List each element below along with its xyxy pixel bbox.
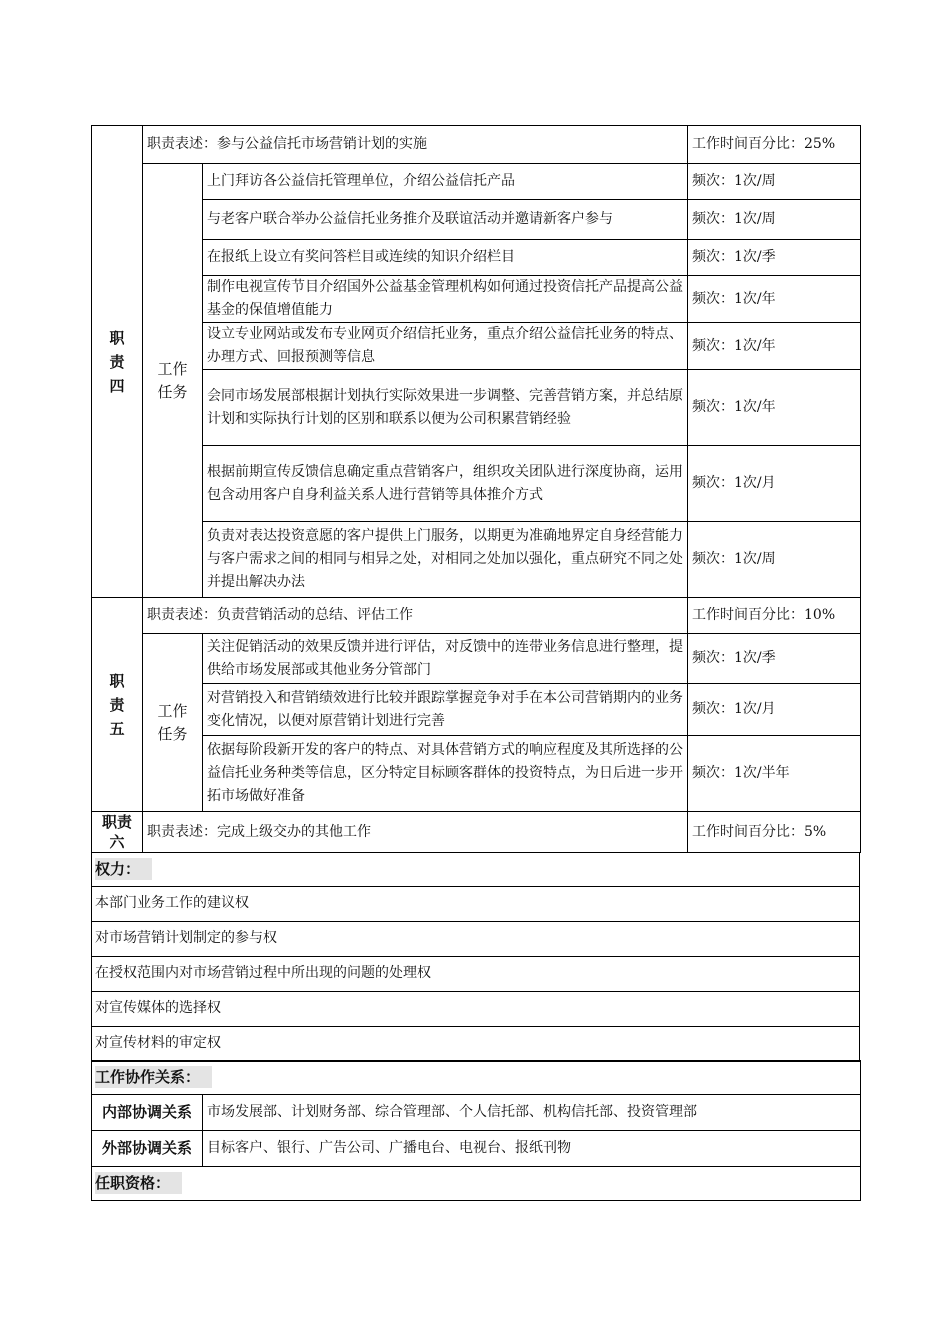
- qualification-heading: 任职资格：: [92, 1167, 861, 1201]
- task-row: [92, 323, 861, 370]
- task-row: [92, 240, 861, 276]
- task-frequency: 频次：1次/年: [688, 323, 861, 370]
- duty-six-statement: 职责表述：完成上级交办的其他工作: [143, 812, 688, 853]
- task-frequency: 频次：1次/季: [688, 634, 861, 684]
- internal-relations-value: 市场发展部、计划财务部、综合管理部、个人信托部、机构信托部、投资管理部: [203, 1095, 861, 1131]
- duty-six-time-percent: 工作时间百分比：5%: [688, 812, 861, 853]
- relations-table: [91, 1060, 861, 1201]
- task-row: [92, 684, 861, 736]
- task-description: 上门拜访各公益信托管理单位，介绍公益信托产品: [203, 164, 688, 200]
- power-item: 本部门业务工作的建议权: [92, 886, 860, 921]
- duty-five-section: [92, 598, 861, 812]
- powers-heading: 权力：: [92, 852, 860, 886]
- task-row: [92, 370, 861, 446]
- task-description: 依据每阶段新开发的客户的特点、对具体营销方式的响应程度及其所选择的公益信托业务种类等信息，区分特定目标顾客群体的投资特点，为日后进一步开拓市场做好准备: [203, 736, 688, 812]
- duties-table: [91, 125, 861, 853]
- powers-table: [91, 852, 860, 1062]
- task-frequency: 频次：1次/月: [688, 684, 861, 736]
- task-description: 制作电视宣传节目介绍国外公益基金管理机构如何通过投资信托产品提高公益基金的保值增值能力: [203, 276, 688, 323]
- duty-four-time-percent: 工作时间百分比：25%: [688, 126, 861, 164]
- task-frequency: 频次：1次/年: [688, 276, 861, 323]
- task-description: 负责对表达投资意愿的客户提供上门服务，以期更为准确地界定自身经营能力与客户需求之间的相同与相异之处，对相同之处加以强化，重点研究不同之处并提出解决办法: [203, 522, 688, 598]
- duty-five-statement: 职责表述：负责营销活动的总结、评估工作: [143, 598, 688, 634]
- task-row: [92, 200, 861, 240]
- duty-six-label: 职责 六: [92, 812, 143, 853]
- task-frequency: 频次：1次/半年: [688, 736, 861, 812]
- duty-four-label: 职 责 四: [92, 126, 143, 598]
- task-row: [92, 736, 861, 812]
- duty-six-section: [92, 812, 861, 853]
- task-description: 会同市场发展部根据计划执行实际效果进一步调整、完善营销方案，并总结原计划和实际执行计划的区别和联系以便为公司积累营销经验: [203, 370, 688, 446]
- task-row: [92, 276, 861, 323]
- external-relations-value: 目标客户、银行、广告公司、广播电台、电视台、报纸刊物: [203, 1131, 861, 1167]
- power-item: 对市场营销计划制定的参与权: [92, 921, 860, 956]
- power-item: 对宣传媒体的选择权: [92, 991, 860, 1026]
- task-description: 在报纸上设立有奖问答栏目或连续的知识介绍栏目: [203, 240, 688, 276]
- duty-five-task-label: 工作 任务: [143, 634, 203, 812]
- power-item: 对宣传材料的审定权: [92, 1026, 860, 1061]
- job-description-document: [91, 125, 860, 1201]
- task-description: 根据前期宣传反馈信息确定重点营销客户，组织攻关团队进行深度协商，运用包含动用客户自身利益关系人进行营销等具体推介方式: [203, 446, 688, 522]
- task-description: 关注促销活动的效果反馈并进行评估，对反馈中的连带业务信息进行整理，提供给市场发展部或其他业务分管部门: [203, 634, 688, 684]
- duty-four-section: [92, 126, 861, 598]
- task-row: [92, 634, 861, 684]
- duty-five-label: 职 责 五: [92, 598, 143, 812]
- relations-heading: 工作协作关系：: [92, 1061, 861, 1095]
- task-description: 对营销投入和营销绩效进行比较并跟踪掌握竞争对手在本公司营销期内的业务变化情况，以便对原营销计划进行完善: [203, 684, 688, 736]
- task-frequency: 频次：1次/周: [688, 164, 861, 200]
- external-relations-label: 外部协调关系: [92, 1131, 203, 1167]
- duty-five-time-percent: 工作时间百分比：10%: [688, 598, 861, 634]
- task-frequency: 频次：1次/周: [688, 200, 861, 240]
- task-row: [92, 164, 861, 200]
- duty-four-statement: 职责表述：参与公益信托市场营销计划的实施: [143, 126, 688, 164]
- task-frequency: 频次：1次/年: [688, 370, 861, 446]
- task-row: [92, 446, 861, 522]
- task-frequency: 频次：1次/周: [688, 522, 861, 598]
- task-frequency: 频次：1次/月: [688, 446, 861, 522]
- task-description: 设立专业网站或发布专业网页介绍信托业务，重点介绍公益信托业务的特点、办理方式、回报预测等信息: [203, 323, 688, 370]
- task-row: [92, 522, 861, 598]
- power-item: 在授权范围内对市场营销过程中所出现的问题的处理权: [92, 956, 860, 991]
- duty-four-task-label: 工作 任务: [143, 164, 203, 598]
- task-description: 与老客户联合举办公益信托业务推介及联谊活动并邀请新客户参与: [203, 200, 688, 240]
- internal-relations-label: 内部协调关系: [92, 1095, 203, 1131]
- task-frequency: 频次：1次/季: [688, 240, 861, 276]
